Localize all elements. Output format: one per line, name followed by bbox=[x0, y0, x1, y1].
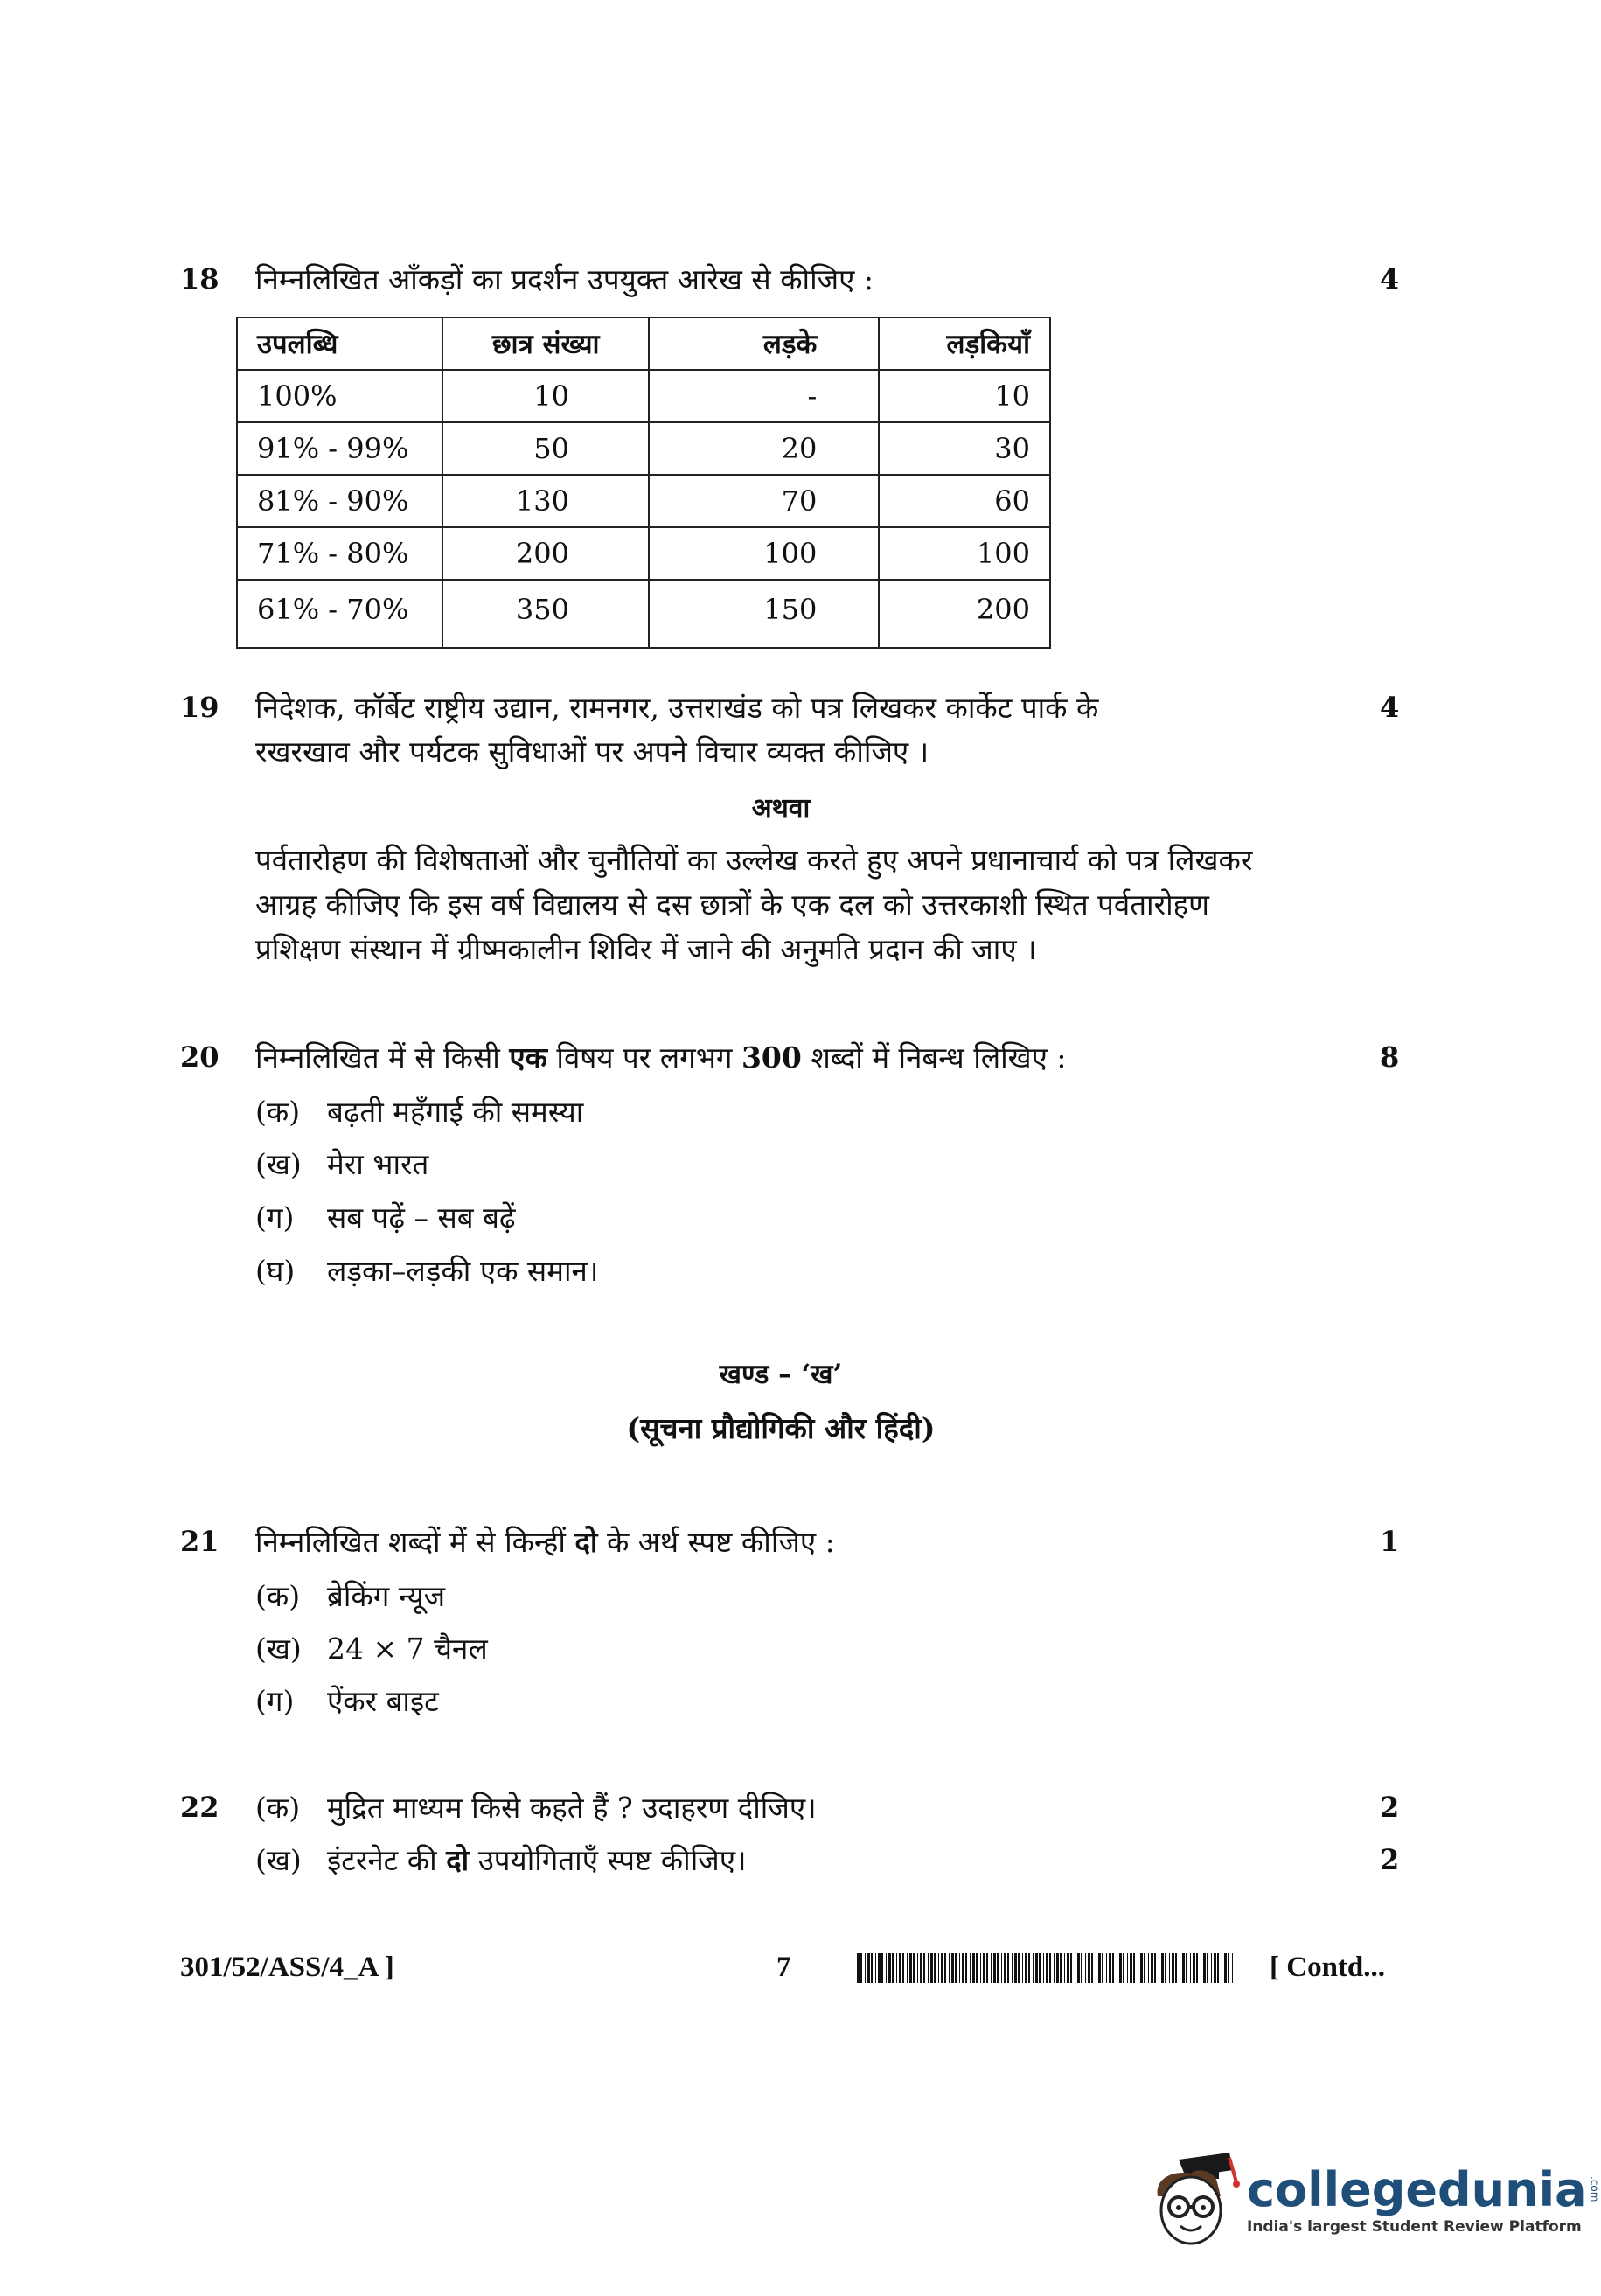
q18-number: 18 bbox=[180, 262, 219, 296]
table-cell: 30 bbox=[879, 422, 1050, 475]
contd-label: [ Contd... bbox=[1270, 1952, 1386, 1983]
q21-text-emph: दो bbox=[574, 1525, 598, 1559]
barcode-bar bbox=[923, 1953, 925, 1983]
table-cell: 200 bbox=[879, 580, 1050, 648]
table-cell: 10 bbox=[879, 370, 1050, 422]
q22-part-b bbox=[255, 1840, 746, 1879]
q19-alt-line2: आग्रह कीजिए कि इस वर्ष विद्यालय से दस छात्रों के एक दल को उत्तरकाशी स्थित पर्वतारोहण bbox=[255, 887, 1210, 922]
barcode-bar bbox=[1169, 1953, 1170, 1983]
barcode-bar bbox=[1112, 1953, 1114, 1983]
barcode-bar bbox=[1033, 1953, 1034, 1983]
barcode-bar bbox=[986, 1953, 988, 1983]
barcode-bar bbox=[1203, 1953, 1206, 1983]
q22-part-a bbox=[255, 1787, 817, 1826]
table-row bbox=[237, 370, 1050, 422]
barcode-bar bbox=[1070, 1953, 1072, 1983]
barcode-bar bbox=[1025, 1953, 1027, 1983]
list-item bbox=[255, 1628, 488, 1667]
barcode-bar bbox=[1151, 1953, 1153, 1983]
table-cell: 100 bbox=[649, 527, 879, 580]
barcode-bar bbox=[1098, 1953, 1101, 1983]
barcode-bar bbox=[881, 1953, 883, 1983]
barcode-bar bbox=[1182, 1953, 1185, 1983]
table-cell: 200 bbox=[442, 527, 649, 580]
barcode-bar bbox=[1014, 1953, 1017, 1983]
q21-text-part: निम्नलिखित शब्दों में से किन्हीं bbox=[255, 1525, 575, 1559]
q20-text-emph: 300 bbox=[741, 1040, 802, 1075]
barcode-bar bbox=[970, 1953, 971, 1983]
barcode-bar bbox=[888, 1953, 891, 1983]
table-cell: 71% - 80% bbox=[237, 527, 442, 580]
barcode-bar bbox=[896, 1953, 897, 1983]
option-text: बढ़ती महँगाई की समस्या bbox=[327, 1095, 584, 1129]
table-header: उपलब्धि bbox=[237, 317, 442, 370]
section-title: खण्ड – ‘ख’ bbox=[719, 1359, 843, 1390]
option-text: मेरा भारत bbox=[327, 1147, 429, 1181]
table-row bbox=[237, 580, 1050, 648]
barcode-bar bbox=[1144, 1953, 1145, 1983]
barcode-bar bbox=[1214, 1953, 1216, 1983]
q22-b-marks: 2 bbox=[1380, 1843, 1400, 1876]
barcode-bar bbox=[959, 1953, 960, 1983]
barcode-bar bbox=[1232, 1953, 1233, 1983]
logo-suffix: .com bbox=[1588, 2176, 1601, 2202]
option-label: (क) bbox=[255, 1095, 301, 1129]
barcode-bar bbox=[1154, 1953, 1156, 1983]
barcode-bar bbox=[917, 1953, 918, 1983]
barcode-bar bbox=[1217, 1953, 1219, 1983]
table-cell: 70 bbox=[649, 475, 879, 527]
barcode-bar bbox=[1022, 1953, 1023, 1983]
barcode-bar bbox=[1001, 1953, 1002, 1983]
barcode-bar bbox=[1148, 1953, 1149, 1983]
q20-marks: 8 bbox=[1380, 1040, 1400, 1074]
option-label: (ख) bbox=[255, 1632, 302, 1666]
barcode-bar bbox=[860, 1953, 862, 1983]
q20-number: 20 bbox=[180, 1040, 219, 1074]
table-cell: 20 bbox=[649, 422, 879, 475]
list-item bbox=[255, 1091, 583, 1131]
barcode-bar bbox=[1064, 1953, 1065, 1983]
table-header-row bbox=[237, 317, 1050, 370]
q20-text-emph: एक bbox=[509, 1040, 547, 1075]
option-label: (ग) bbox=[255, 1684, 295, 1718]
collegedunia-logo bbox=[1145, 2147, 1601, 2252]
barcode-bar bbox=[1049, 1953, 1051, 1983]
barcode-bar bbox=[875, 1953, 876, 1983]
achievement-table bbox=[236, 317, 1051, 649]
list-item bbox=[255, 1576, 445, 1615]
list-item bbox=[255, 1680, 439, 1720]
barcode-bar bbox=[1130, 1953, 1132, 1983]
page-number: 7 bbox=[776, 1952, 791, 1983]
table-header: छात्र संख्या bbox=[442, 317, 649, 370]
barcode-bar bbox=[886, 1953, 887, 1983]
option-label: (क) bbox=[255, 1579, 301, 1613]
option-text: 24 × 7 चैनल bbox=[327, 1632, 488, 1666]
barcode-bar bbox=[1004, 1953, 1006, 1983]
option-label: (ख) bbox=[255, 1147, 302, 1181]
barcode-bar bbox=[1085, 1953, 1086, 1983]
logo-name: collegedunia bbox=[1247, 2162, 1587, 2217]
barcode-bar bbox=[1224, 1953, 1227, 1983]
barcode-bar bbox=[1035, 1953, 1038, 1983]
logo-tagline: India's largest Student Review Platform bbox=[1247, 2218, 1582, 2236]
option-text: लड़का–लड़की एक समान। bbox=[327, 1254, 599, 1288]
barcode-bar bbox=[1127, 1953, 1128, 1983]
barcode-bar bbox=[909, 1953, 912, 1983]
barcode-bar bbox=[976, 1953, 978, 1983]
barcode-bar bbox=[1056, 1953, 1059, 1983]
barcode-bar bbox=[1060, 1953, 1062, 1983]
barcode-bar bbox=[1018, 1953, 1020, 1983]
option-text-emph: दो bbox=[446, 1843, 470, 1877]
barcode-bar bbox=[907, 1953, 908, 1983]
barcode-bar bbox=[1186, 1953, 1187, 1983]
barcode-bar bbox=[938, 1953, 939, 1983]
barcode-bar bbox=[1067, 1953, 1069, 1983]
barcode-bar bbox=[993, 1953, 996, 1983]
barcode-bar bbox=[865, 1953, 866, 1983]
q21-number: 21 bbox=[180, 1525, 219, 1558]
barcode-bar bbox=[857, 1953, 860, 1983]
q21-marks: 1 bbox=[1380, 1525, 1400, 1558]
barcode-bar bbox=[1165, 1953, 1166, 1983]
barcode-bar bbox=[955, 1953, 957, 1983]
barcode-bar bbox=[1119, 1953, 1122, 1983]
option-text: ब्रेकिंग न्यूज bbox=[327, 1579, 446, 1613]
q22-number: 22 bbox=[180, 1791, 219, 1824]
barcode-bar bbox=[1012, 1953, 1013, 1983]
section-subtitle: (सूचना प्रौद्योगिकी और हिंदी) bbox=[626, 1411, 936, 1445]
barcode-bar bbox=[934, 1953, 936, 1983]
barcode-bar bbox=[1172, 1953, 1174, 1983]
q19-marks: 4 bbox=[1380, 691, 1400, 724]
option-text: ऐंकर बाइट bbox=[327, 1684, 439, 1718]
option-label: (ख) bbox=[255, 1843, 302, 1877]
barcode-bar bbox=[1043, 1953, 1044, 1983]
q20-text-part: विषय पर लगभग bbox=[546, 1040, 741, 1075]
barcode-bar bbox=[1140, 1953, 1143, 1983]
barcode-bar bbox=[892, 1953, 894, 1983]
barcode-bar bbox=[1102, 1953, 1103, 1983]
table-cell: 61% - 70% bbox=[237, 580, 442, 648]
barcode-bar bbox=[965, 1953, 967, 1983]
barcode-bar bbox=[1046, 1953, 1048, 1983]
list-item bbox=[255, 1250, 598, 1290]
table-cell: 150 bbox=[649, 580, 879, 648]
barcode-bar bbox=[899, 1953, 901, 1983]
q19-line2: रखरखाव और पर्यटक सुविधाओं पर अपने विचार व्यक्त कीजिए । bbox=[255, 734, 929, 769]
option-label: (क) bbox=[255, 1791, 301, 1825]
barcode-bar bbox=[944, 1953, 946, 1983]
table-cell: 60 bbox=[879, 475, 1050, 527]
barcode-bar bbox=[1077, 1953, 1080, 1983]
barcode-bar bbox=[1193, 1953, 1195, 1983]
table-cell: - bbox=[649, 370, 879, 422]
table-cell: 100% bbox=[237, 370, 442, 422]
list-item bbox=[255, 1197, 516, 1236]
barcode-bar bbox=[949, 1953, 950, 1983]
option-label: (घ) bbox=[255, 1254, 296, 1288]
paper-code: 301/52/ASS/4_A ] bbox=[180, 1952, 394, 1983]
logo-text-block bbox=[1247, 2164, 1601, 2236]
barcode-bar bbox=[972, 1953, 975, 1983]
barcode-bar bbox=[867, 1953, 870, 1983]
q21-text bbox=[255, 1521, 835, 1561]
barcode-bar bbox=[1228, 1953, 1229, 1983]
barcode-bar bbox=[930, 1953, 933, 1983]
option-text: इंटरनेट की bbox=[327, 1843, 447, 1877]
table-cell: 91% - 99% bbox=[237, 422, 442, 475]
barcode-bar bbox=[928, 1953, 929, 1983]
barcode-bar bbox=[1196, 1953, 1198, 1983]
barcode-bar bbox=[951, 1953, 954, 1983]
option-label: (ग) bbox=[255, 1200, 295, 1235]
barcode-bar bbox=[991, 1953, 992, 1983]
barcode-bar bbox=[902, 1953, 904, 1983]
table-cell: 350 bbox=[442, 580, 649, 648]
barcode-bar bbox=[1091, 1953, 1093, 1983]
table-row bbox=[237, 475, 1050, 527]
table-header: लड़कियाँ bbox=[879, 317, 1050, 370]
barcode-bar bbox=[871, 1953, 873, 1983]
q19-alt-line1: पर्वतारोहण की विशेषताओं और चुनौतियों का उल्लेख करते हुए अपने प्रधानाचार्य को पत्र लिखकर bbox=[255, 843, 1253, 877]
list-item bbox=[255, 1144, 428, 1183]
barcode-bar bbox=[1081, 1953, 1082, 1983]
q22-a-marks: 2 bbox=[1380, 1791, 1400, 1824]
barcode-bar bbox=[1088, 1953, 1090, 1983]
q19-alt-line3: प्रशिक्षण संस्थान में ग्रीष्मकालीन शिविर में जाने की अनुमति प्रदान की जाए । bbox=[255, 932, 1037, 966]
barcode-bar bbox=[1007, 1953, 1009, 1983]
table-row bbox=[237, 422, 1050, 475]
table-cell: 50 bbox=[442, 422, 649, 475]
q20-text bbox=[255, 1037, 1067, 1076]
option-text: सब पढ़ें – सब बढ़ें bbox=[327, 1200, 516, 1235]
barcode-bar bbox=[1039, 1953, 1041, 1983]
student-mascot-icon bbox=[1145, 2147, 1242, 2252]
barcode-bar bbox=[1161, 1953, 1164, 1983]
table-cell: 10 bbox=[442, 370, 649, 422]
q19-number: 19 bbox=[180, 691, 219, 724]
option-text: उपयोगिताएँ स्पष्ट कीजिए। bbox=[469, 1843, 747, 1877]
barcode-bar bbox=[1207, 1953, 1208, 1983]
table-row bbox=[237, 527, 1050, 580]
option-text: मुद्रित माध्यम किसे कहते हैं ? उदाहरण दीजिए। bbox=[327, 1791, 817, 1825]
barcode-bar bbox=[941, 1953, 943, 1983]
barcode-bar bbox=[1175, 1953, 1177, 1983]
barcode-bar bbox=[1106, 1953, 1107, 1983]
table-cell: 81% - 90% bbox=[237, 475, 442, 527]
barcode-bar bbox=[878, 1953, 881, 1983]
barcode-bar bbox=[997, 1953, 999, 1983]
barcode-bar bbox=[1190, 1953, 1191, 1983]
barcode-bar bbox=[1028, 1953, 1030, 1983]
barcode-bar bbox=[1133, 1953, 1135, 1983]
or-divider: अथवा bbox=[751, 793, 811, 824]
q19-line1: निदेशक, कॉर्बेट राष्ट्रीय उद्यान, रामनगर, उत्तराखंड को पत्र लिखकर कार्केट पार्क के bbox=[255, 691, 1099, 725]
barcode-bar bbox=[1211, 1953, 1212, 1983]
barcode-bar bbox=[913, 1953, 915, 1983]
table-cell: 130 bbox=[442, 475, 649, 527]
q21-text-part: के अर्थ स्पष्ट कीजिए : bbox=[597, 1525, 835, 1559]
barcode-bar bbox=[920, 1953, 922, 1983]
barcode bbox=[857, 1953, 1238, 1986]
barcode-bar bbox=[1109, 1953, 1111, 1983]
barcode-bar bbox=[1123, 1953, 1124, 1983]
barcode-bar bbox=[980, 1953, 981, 1983]
table-header: लड़के bbox=[649, 317, 879, 370]
barcode-bar bbox=[1054, 1953, 1055, 1983]
table-cell: 100 bbox=[879, 527, 1050, 580]
q20-text-part: शब्दों में निबन्ध लिखिए : bbox=[801, 1040, 1067, 1075]
barcode-bar bbox=[962, 1953, 964, 1983]
barcode-bar bbox=[983, 1953, 985, 1983]
barcode-image bbox=[857, 1953, 1238, 1983]
q18-text: निम्नलिखित आँकड़ों का प्रदर्शन उपयुक्त आरेख से कीजिए : bbox=[255, 262, 874, 296]
q18-marks: 4 bbox=[1380, 262, 1400, 296]
q20-text-part: निम्नलिखित में से किसी bbox=[255, 1040, 510, 1075]
logo-wordmark bbox=[1247, 2164, 1601, 2216]
